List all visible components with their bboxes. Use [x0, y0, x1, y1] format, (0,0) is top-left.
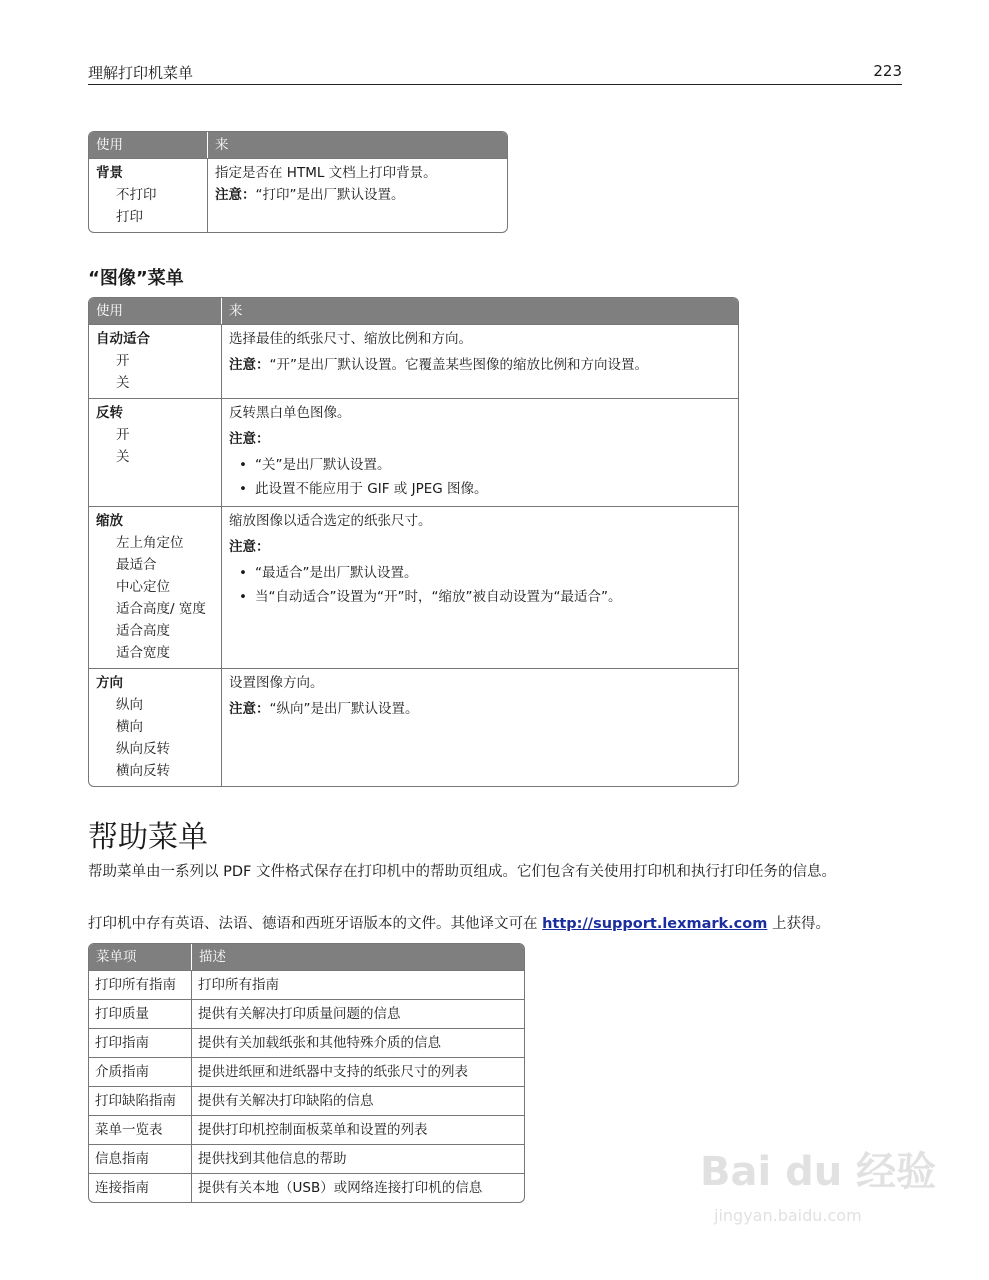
note-text: “开”是出厂默认设置。它覆盖某些图像的缩放比例和方向设置。 [269, 357, 648, 373]
menu-item-name: 背景 [96, 165, 123, 181]
description-cell: 提供有关本地（USB）或网络连接打印机的信息 [191, 1173, 524, 1202]
support-link[interactable]: http://support.lexmark.com [542, 916, 768, 932]
item-description: 反转黑白单色图像。 [229, 405, 351, 421]
menu-item-cell: 打印指南 [89, 1028, 191, 1057]
item-description: 选择最佳的纸张尺寸、缩放比例和方向。 [229, 331, 472, 347]
note-label: 注意： [229, 357, 270, 373]
image-menu-title: “图像”菜单 [88, 268, 184, 289]
option-value: 适合高度/ 宽度 [116, 601, 206, 617]
table-row [89, 1028, 524, 1057]
menu-item-name: 缩放 [96, 513, 123, 529]
description-cell: 提供有关加载纸张和其他特殊介质的信息 [191, 1028, 524, 1057]
header-purpose: 来 [207, 132, 507, 158]
note-bullet: • 此设置不能应用于 GIF 或 JPEG 图像。 [229, 478, 731, 500]
option-value: 不打印 [116, 187, 157, 203]
table-row [89, 324, 738, 398]
help-intro-paragraph: 帮助菜单由一系列以 PDF 文件格式保存在打印机中的帮助页组成。它们包含有关使用打印机和执行打印任务的信息。 [88, 864, 836, 880]
option-value: 适合高度 [116, 623, 170, 639]
menu-item-cell: 打印所有指南 [89, 970, 191, 999]
option-value: 关 [116, 375, 130, 391]
note-label: 注意： [215, 187, 256, 203]
help-menu-heading: 帮助菜单 [88, 820, 208, 855]
option-value: 左上角定位 [116, 535, 184, 551]
description-cell: 提供找到其他信息的帮助 [191, 1144, 524, 1173]
option-value: 纵向 [116, 697, 143, 713]
note-bullet: • 当“自动适合”设置为“开”时，“缩放”被自动设置为“最适合”。 [229, 586, 731, 608]
description-cell: 提供有关解决打印质量问题的信息 [191, 999, 524, 1028]
note-label: 注意： [229, 431, 270, 447]
paragraph-text: 打印机中存有英语、法语、德语和西班牙语版本的文件。其他译文可在 [88, 916, 543, 932]
header-description: 描述 [191, 944, 524, 970]
header-title: 理解打印机菜单 [88, 64, 194, 82]
table-row [89, 970, 524, 999]
header-menu-item: 菜单项 [89, 944, 191, 970]
table-row [89, 1173, 524, 1202]
menu-item-cell: 打印质量 [89, 999, 191, 1028]
menu-item-cell: 介质指南 [89, 1057, 191, 1086]
menu-item-cell: 连接指南 [89, 1173, 191, 1202]
image-menu-table [88, 297, 739, 787]
menu-item-name: 自动适合 [96, 331, 150, 347]
note-text: “纵向”是出厂默认设置。 [269, 701, 419, 717]
description-cell: 提供打印机控制面板菜单和设置的列表 [191, 1115, 524, 1144]
menu-item-cell: 菜单一览表 [89, 1115, 191, 1144]
option-value: 关 [116, 449, 130, 465]
option-value: 最适合 [116, 557, 157, 573]
table-row [89, 1144, 524, 1173]
baidu-watermark [700, 1140, 940, 1250]
help-languages-paragraph [88, 914, 902, 935]
option-value: 横向反转 [116, 763, 170, 779]
header-use: 使用 [89, 298, 221, 324]
note-label: 注意： [229, 701, 270, 717]
option-value: 纵向反转 [116, 741, 170, 757]
page-number: 223 [873, 62, 902, 80]
table-row [89, 398, 738, 506]
option-value: 中心定位 [116, 579, 170, 595]
help-menu-table [88, 943, 525, 1203]
table-row [89, 158, 507, 232]
watermark-brand: Bai du 经验 [700, 1149, 937, 1195]
menu-item-name: 方向 [96, 675, 123, 691]
note-bullet: • “最适合”是出厂默认设置。 [229, 562, 731, 584]
page-header [88, 62, 902, 85]
table-row [89, 1115, 524, 1144]
table-row [89, 999, 524, 1028]
option-value: 开 [116, 427, 130, 443]
header-use: 使用 [89, 132, 207, 158]
option-value: 开 [116, 353, 130, 369]
table-row [89, 1057, 524, 1086]
table-row [89, 506, 738, 668]
watermark-url: jingyan.baidu.com [714, 1206, 862, 1225]
option-value: 适合宽度 [116, 645, 170, 661]
menu-item-cell: 信息指南 [89, 1144, 191, 1173]
item-description: 缩放图像以适合选定的纸张尺寸。 [229, 513, 432, 529]
menu-item-name: 反转 [96, 405, 123, 421]
paragraph-text: 上获得。 [767, 916, 830, 932]
option-value: 横向 [116, 719, 143, 735]
note-label: 注意： [229, 539, 270, 555]
background-table [88, 131, 508, 233]
item-description: 设置图像方向。 [229, 675, 324, 691]
header-purpose: 来 [221, 298, 738, 324]
description-cell: 提供有关解决打印缺陷的信息 [191, 1086, 524, 1115]
menu-item-cell: 打印缺陷指南 [89, 1086, 191, 1115]
description-cell: 提供进纸匣和进纸器中支持的纸张尺寸的列表 [191, 1057, 524, 1086]
note-bullet: • “关”是出厂默认设置。 [229, 454, 731, 476]
note-text: “打印”是出厂默认设置。 [255, 187, 405, 203]
table-row [89, 1086, 524, 1115]
item-description: 指定是否在 HTML 文档上打印背景。 [215, 165, 437, 181]
table-row [89, 668, 738, 786]
option-value: 打印 [116, 209, 143, 225]
description-cell: 打印所有指南 [191, 970, 524, 999]
